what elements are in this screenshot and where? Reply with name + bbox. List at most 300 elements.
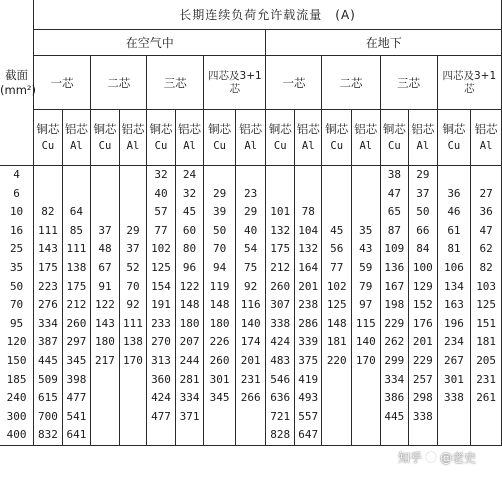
material-label: 铜芯 [268,121,292,136]
ampacity-value: 212 [270,260,291,274]
material-symbol: Al [416,139,430,152]
ampacity-value: 217 [95,353,115,367]
material-label: 铜芯 [36,121,60,136]
ampacity-value: 201 [412,335,433,349]
ampacity-value: 109 [384,242,405,256]
ampacity-value [322,408,351,427]
ampacity-value: 398 [66,372,87,386]
material-header-copper [34,110,63,166]
ampacity-value: 483 [270,353,291,367]
ampacity-value: 45 [330,223,344,237]
section-value: 50 [9,279,24,293]
ampacity-value: 164 [298,260,319,274]
ampacity-value: 125 [151,260,171,274]
core-header-air-3: 三芯 [147,56,204,110]
ampacity-value [352,166,380,185]
ampacity-value: 175 [270,242,291,256]
ampacity-value: 207 [179,335,200,349]
ampacity-value: 97 [359,298,373,312]
material-header-copper [204,110,236,166]
ampacity-value [120,185,147,204]
ampacity-value: 29 [416,168,430,181]
ampacity-value: 79 [359,279,373,293]
ampacity-value: 176 [412,316,433,330]
ampacity-value: 140 [355,335,376,349]
location-air: 在空气中 [34,30,266,56]
ampacity-value [322,426,351,445]
ampacity-value [471,408,501,427]
material-symbol: Al [301,139,315,152]
ampacity-value [91,166,119,185]
ampacity-value: 40 [154,186,168,200]
ampacity-value [34,166,62,185]
ampacity-value [147,426,175,445]
material-symbol: Cu [98,139,112,152]
ampacity-value [91,371,119,390]
ampacity-value: 80 [182,242,197,256]
ampacity-value: 65 [387,205,401,219]
ampacity-value: 92 [126,298,140,312]
section-value: 10 [9,205,24,219]
ampacity-value: 345 [209,391,230,405]
ampacity-value: 297 [66,335,87,349]
ampacity-value: 87 [387,223,401,237]
ampacity-value: 37 [98,223,112,237]
ampacity-value [322,371,351,390]
value-column [352,166,381,446]
ampacity-value: 125 [476,298,497,312]
value-column [204,166,236,446]
material-header-copper [437,110,471,166]
ampacity-value: 615 [37,391,58,405]
ampacity-value: 102 [326,279,347,293]
ampacity-value: 231 [476,372,497,386]
value-column [437,166,471,446]
ampacity-value: 39 [212,205,227,219]
value-column [34,166,63,446]
ampacity-value: 46 [447,205,461,219]
ampacity-value: 132 [298,242,319,256]
ampacity-value [63,185,91,204]
section-value: 400 [6,428,27,442]
ampacity-value: 387 [37,335,58,349]
ampacity-value: 101 [270,205,291,219]
ampacity-value: 201 [240,353,261,367]
ampacity-value: 37 [416,186,430,200]
ampacity-value: 262 [384,335,405,349]
ampacity-value: 477 [66,391,87,405]
ampacity-value: 260 [66,316,87,330]
material-symbol: Al [479,139,493,152]
material-header-copper [147,110,176,166]
ampacity-value: 721 [270,409,291,423]
ampacity-value: 29 [126,223,140,237]
ampacity-value: 50 [212,223,227,237]
watermark-author: @老史 [440,450,477,465]
ampacity-value: 138 [66,260,87,274]
material-header-aluminum [62,110,91,166]
section-header-cell [0,0,34,166]
material-label: 铝芯 [296,121,320,136]
section-value: 185 [6,372,27,386]
ampacity-value: 148 [209,298,230,312]
ampacity-value: 77 [154,223,168,237]
ampacity-value: 129 [412,279,433,293]
material-symbol: Al [183,139,196,152]
material-symbol: Al [244,139,257,152]
ampacity-value: 140 [240,316,261,330]
ampacity-value: 148 [179,298,200,312]
ampacity-value [204,166,235,185]
ampacity-value: 334 [384,372,405,386]
ampacity-value: 700 [37,409,58,423]
ampacity-value: 70 [126,279,140,293]
ampacity-value: 50 [416,205,430,219]
ampacity-value: 66 [416,223,430,237]
material-label: 铝芯 [239,121,263,136]
material-symbol: Cu [447,139,461,152]
ampacity-value [352,426,380,445]
watermark-site: 知乎 [398,450,423,465]
ampacity-value: 56 [330,242,344,256]
ampacity-value [91,408,119,427]
ampacity-value: 313 [151,353,171,367]
ampacity-value: 647 [298,428,319,442]
ampacity-value: 77 [330,260,344,274]
ampacity-value: 375 [298,353,319,367]
material-header-aluminum [119,110,147,166]
ampacity-value: 191 [151,298,171,312]
ampacity-value: 61 [447,223,461,237]
material-label: 铜芯 [325,121,349,136]
ampacity-value: 24 [182,168,197,181]
ampacity-value: 85 [69,223,84,237]
section-value: 35 [9,260,24,274]
ampacity-value: 36 [479,205,493,219]
value-column [119,166,147,446]
ampacity-value [438,426,471,445]
watermark [398,447,494,467]
ampacity-value: 198 [384,298,405,312]
core-header-ground-3: 三芯 [380,56,437,110]
ampacity-value: 67 [98,260,112,274]
ampacity-value: 175 [66,279,87,293]
section-value: 120 [6,335,27,349]
ampacity-value: 92 [244,279,258,293]
ampacity-value: 102 [151,242,171,256]
ampacity-value: 103 [476,279,497,293]
ampacity-value: 116 [240,298,261,312]
material-symbol: Al [70,139,83,152]
ampacity-value: 122 [179,279,200,293]
ampacity-value: 266 [240,391,261,405]
ampacity-value [120,166,147,185]
ampacity-value [34,185,62,204]
ampacity-value [471,166,501,185]
ampacity-value [204,426,235,445]
ampacity-value: 111 [123,316,143,330]
ampacity-value [352,371,380,390]
ampacity-value [352,185,380,204]
ampacity-value: 29 [212,186,227,200]
table-title: 长期连续负荷允许载流量 (A) [34,0,502,30]
ampacity-value: 170 [123,353,143,367]
ampacity-value: 60 [182,223,197,237]
core-header-ground-4: 四芯及3+1芯 [437,56,501,110]
ampacity-value: 201 [298,279,319,293]
ampacity-value: 47 [479,223,493,237]
ampacity-value: 546 [270,372,291,386]
ampacity-value: 299 [384,353,405,367]
material-label: 铜芯 [442,121,466,136]
ampacity-value [295,185,322,204]
material-header-aluminum [175,110,204,166]
section-unit: (mm²) [0,82,36,97]
material-header-copper [91,110,120,166]
ampacity-value: 234 [444,335,464,349]
material-header-copper [266,110,295,166]
core-header-air-2: 二芯 [91,56,147,110]
ampacity-value: 338 [412,409,433,423]
ampacity-value: 64 [69,205,84,219]
material-label: 铝芯 [178,121,202,136]
ampacity-value: 298 [412,391,433,405]
ampacity-value: 477 [151,409,171,423]
ampacity-value [91,389,119,408]
ampacity-value: 334 [37,316,58,330]
section-value: 150 [6,353,27,367]
material-header-aluminum [352,110,381,166]
value-column [294,166,322,446]
ampacity-value [204,408,235,427]
ampacity-value [352,389,380,408]
ampacity-value: 419 [298,372,319,386]
ampacity-value: 45 [182,205,197,219]
ampacity-value [91,426,119,445]
material-label: 铝芯 [354,121,378,136]
ampacity-value: 212 [66,298,87,312]
ampacity-value: 233 [151,316,171,330]
ampacity-value: 136 [384,260,405,274]
ampacity-value: 52 [126,260,140,274]
ampacity-value [236,426,266,445]
core-header-air-1: 一芯 [34,56,91,110]
ampacity-value: 286 [298,316,319,330]
value-column [235,166,266,446]
ampacity-value [322,203,351,222]
ampacity-value [236,408,266,427]
material-symbol: Cu [41,139,55,152]
ampacity-value [381,426,409,445]
ampacity-value: 115 [355,316,376,330]
ampacity-value: 84 [416,242,430,256]
ampacity-value: 281 [179,372,200,386]
core-header-ground-2: 二芯 [322,56,380,110]
material-header-aluminum [294,110,322,166]
ampacity-value: 94 [212,260,227,274]
ampacity-value: 493 [298,391,319,405]
ampacity-value: 371 [179,409,200,423]
location-ground: 在地下 [266,30,502,56]
ampacity-value: 175 [37,260,58,274]
ampacity-value: 174 [240,335,261,349]
ampacity-value: 47 [387,186,401,200]
ampacity-value [63,166,91,185]
ampacity-value: 270 [151,335,171,349]
value-column [91,166,120,446]
ampacity-value: 122 [95,298,115,312]
ampacity-value: 223 [37,279,58,293]
ampacity-value: 29 [244,205,258,219]
ampacity-value [236,166,266,185]
section-value: 16 [9,223,24,237]
ampacity-value: 424 [151,391,171,405]
material-header-aluminum [409,110,438,166]
ampacity-value: 167 [384,279,405,293]
ampacity-value [438,166,471,185]
material-label: 铝芯 [121,121,145,136]
ampacity-value [266,166,294,185]
ampacity-value: 229 [412,353,433,367]
ampacity-value: 226 [209,335,230,349]
ampacity-value: 96 [182,260,197,274]
ampacity-value: 307 [270,298,291,312]
ampacity-value: 81 [447,242,461,256]
value-column [266,166,295,446]
ampacity-value: 445 [384,409,405,423]
ampacity-value: 260 [209,353,230,367]
section-value: 4 [13,168,20,181]
ampacity-value: 641 [66,428,87,442]
ampacity-value: 181 [326,335,347,349]
ampacity-value: 205 [476,353,497,367]
material-symbol: Cu [154,139,168,152]
ampacity-value [352,408,380,427]
ampacity-value: 23 [244,186,258,200]
ampacity-value: 276 [37,298,58,312]
ampacity-value: 132 [270,223,291,237]
ampacity-value: 260 [270,279,291,293]
ampacity-value: 78 [301,205,315,219]
ampacity-value: 62 [479,242,493,256]
material-symbol: Cu [330,139,344,152]
ampacity-value: 345 [66,353,87,367]
ampacity-value: 151 [476,316,497,330]
value-column [471,166,502,446]
material-symbol: Cu [213,139,226,152]
ampacity-value: 339 [298,335,319,349]
material-symbol: Cu [388,139,401,152]
ampacity-value [295,166,322,185]
ampacity-value [409,426,437,445]
section-column [0,166,34,446]
ampacity-value: 360 [151,372,171,386]
ampacity-value [120,371,147,390]
ampacity-value: 557 [298,409,319,423]
ampacity-value: 181 [476,335,497,349]
section-label: 截面 [5,67,29,82]
ampacity-value: 445 [37,353,58,367]
material-symbol: Al [126,139,140,152]
ampacity-value: 386 [384,391,405,405]
ampacity-value: 100 [412,260,433,274]
ampacity-value: 301 [209,372,230,386]
ampacity-value: 180 [209,316,230,330]
core-header-air-4: 四芯及3+1芯 [204,56,266,110]
ampacity-value: 36 [447,186,461,200]
ampacity-value: 111 [66,242,87,256]
ampacity-value [120,389,147,408]
ampacity-value: 424 [270,335,291,349]
section-value: 70 [9,298,24,312]
ampacity-value [120,203,147,222]
ampacity-value [91,203,119,222]
value-column [409,166,438,446]
ampacity-value: 125 [326,298,347,312]
value-column [147,166,176,446]
ampacity-value: 220 [326,353,347,367]
ampacity-value [176,426,204,445]
ampacity-value: 334 [179,391,200,405]
ampacity-value [91,185,119,204]
material-label: 铝芯 [64,121,88,136]
ampacity-value: 143 [95,316,115,330]
ampacity-value [266,185,294,204]
ampacity-value: 180 [179,316,200,330]
core-header-ground-1: 一芯 [266,56,322,110]
ampacity-value [322,166,351,185]
ampacity-value: 82 [41,205,55,219]
value-column [322,166,352,446]
ampacity-value: 338 [444,391,464,405]
material-label: 铝芯 [411,121,435,136]
material-label: 铜芯 [149,121,173,136]
ampacity-value: 143 [37,242,58,256]
ampacity-value [438,408,471,427]
ampacity-value [322,389,351,408]
section-value: 25 [9,242,24,256]
ampacity-value: 238 [298,298,319,312]
material-label: 铜芯 [382,121,406,136]
section-value: 300 [6,409,27,423]
ampacity-value: 70 [212,242,227,256]
section-value: 95 [9,316,24,330]
ampacity-value: 152 [412,298,433,312]
material-label: 铜芯 [93,121,117,136]
material-header-copper [322,110,352,166]
ampacity-value: 27 [479,186,493,200]
value-column [380,166,409,446]
value-column [175,166,204,446]
ampacity-value [120,426,147,445]
ampacity-value: 35 [359,223,373,237]
ampacity-value: 134 [444,279,464,293]
ampacity-value [322,185,351,204]
material-symbol: Cu [273,139,287,152]
ampacity-value: 111 [37,223,58,237]
section-value: 6 [13,186,20,200]
ampacity-value: 138 [123,335,143,349]
ampacity-value: 82 [479,260,493,274]
ampacity-value [352,203,380,222]
section-value: 240 [6,391,27,405]
ampacity-value: 43 [359,242,373,256]
material-label: 铜芯 [208,121,232,136]
ampacity-value: 40 [244,223,258,237]
material-label: 铝芯 [474,121,498,136]
material-header-aluminum [235,110,266,166]
ampacity-value: 75 [244,260,258,274]
